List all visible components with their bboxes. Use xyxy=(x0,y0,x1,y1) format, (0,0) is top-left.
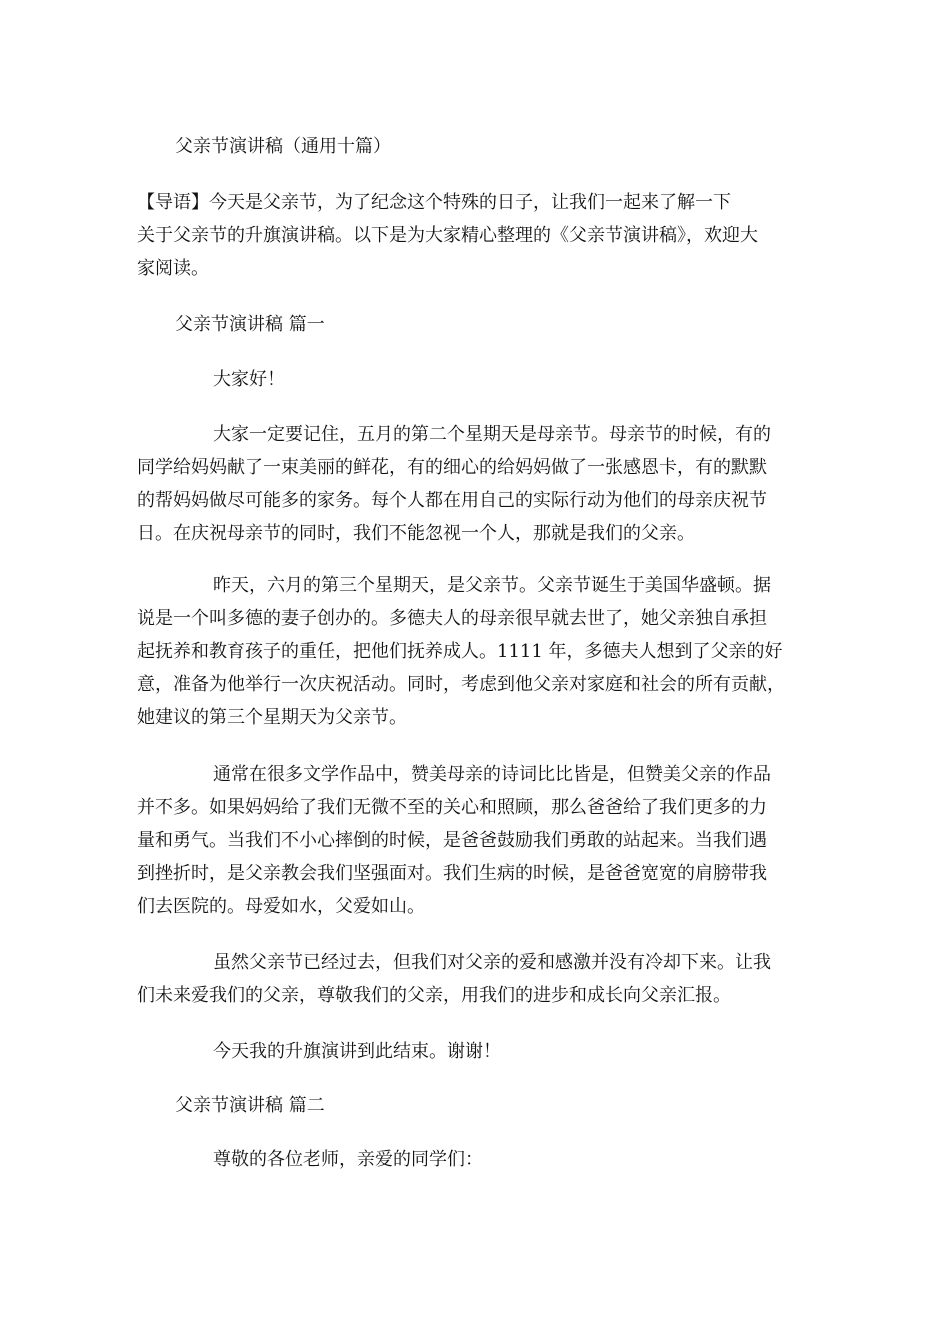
paragraph-2-line-3: 起抚养和教育孩子的重任，把他们抚养成人。1111 年，多德夫人想到了父亲的好 xyxy=(137,641,783,662)
paragraph-3 xyxy=(137,758,817,923)
document-title: 父亲节演讲稿（通用十篇） xyxy=(175,136,391,157)
greeting-1: 大家好！ xyxy=(213,369,285,390)
paragraph-1 xyxy=(137,418,817,550)
paragraph-1-line-4: 日。在庆祝母亲节的同时，我们不能忽视一个人，那就是我们的父亲。 xyxy=(137,523,695,544)
intro-line-3: 家阅读。 xyxy=(137,258,209,279)
paragraph-2-line-4: 意，准备为他举行一次庆祝活动。同时，考虑到他父亲对家庭和社会的所有贡献， xyxy=(137,674,785,695)
paragraph-3-line-3: 量和勇气。当我们不小心摔倒的时候，是爸爸鼓励我们勇敢的站起来。当我们遇 xyxy=(137,830,767,851)
paragraph-1-line-2: 同学给妈妈献了一束美丽的鲜花，有的细心的给妈妈做了一张感恩卡，有的默默 xyxy=(137,457,767,478)
paragraph-4 xyxy=(137,946,817,1012)
paragraph-3-line-5: 们去医院的。母爱如水，父爱如山。 xyxy=(137,896,425,917)
paragraph-2-line-5: 她建议的第三个星期天为父亲节。 xyxy=(137,707,407,728)
paragraph-2-line-2: 说是一个叫多德的妻子创办的。多德夫人的母亲很早就去世了，她父亲独自承担 xyxy=(137,608,767,629)
paragraph-1-line-1: 大家一定要记住，五月的第二个星期天是母亲节。母亲节的时候，有的 xyxy=(213,424,771,445)
paragraph-3-line-2: 并不多。如果妈妈给了我们无微不至的关心和照顾，那么爸爸给了我们更多的力 xyxy=(137,797,767,818)
greeting-2: 尊敬的各位老师，亲爱的同学们： xyxy=(213,1149,483,1170)
section-heading-1: 父亲节演讲稿 篇一 xyxy=(175,314,325,335)
paragraph-2 xyxy=(137,569,817,734)
paragraph-1-line-3: 的帮妈妈做尽可能多的家务。每个人都在用自己的实际行动为他们的母亲庆祝节 xyxy=(137,490,767,511)
closing-1: 今天我的升旗演讲到此结束。谢谢！ xyxy=(213,1041,501,1062)
intro-paragraph xyxy=(137,186,817,285)
paragraph-3-line-1: 通常在很多文学作品中，赞美母亲的诗词比比皆是，但赞美父亲的作品 xyxy=(213,764,771,785)
paragraph-3-line-4: 到挫折时，是父亲教会我们坚强面对。我们生病的时候，是爸爸宽宽的肩膀带我 xyxy=(137,863,767,884)
paragraph-4-line-1: 虽然父亲节已经过去，但我们对父亲的爱和感激并没有冷却下来。让我 xyxy=(213,952,771,973)
paragraph-2-line-1: 昨天，六月的第三个星期天，是父亲节。父亲节诞生于美国华盛顿。据 xyxy=(213,575,771,596)
paragraph-4-line-2: 们未来爱我们的父亲，尊敬我们的父亲，用我们的进步和成长向父亲汇报。 xyxy=(137,985,731,1006)
section-heading-2: 父亲节演讲稿 篇二 xyxy=(175,1095,325,1116)
intro-line-1: 【导语】今天是父亲节，为了纪念这个特殊的日子，让我们一起来了解一下 xyxy=(137,192,731,213)
intro-line-2: 关于父亲节的升旗演讲稿。以下是为大家精心整理的《父亲节演讲稿》，欢迎大 xyxy=(137,225,758,246)
